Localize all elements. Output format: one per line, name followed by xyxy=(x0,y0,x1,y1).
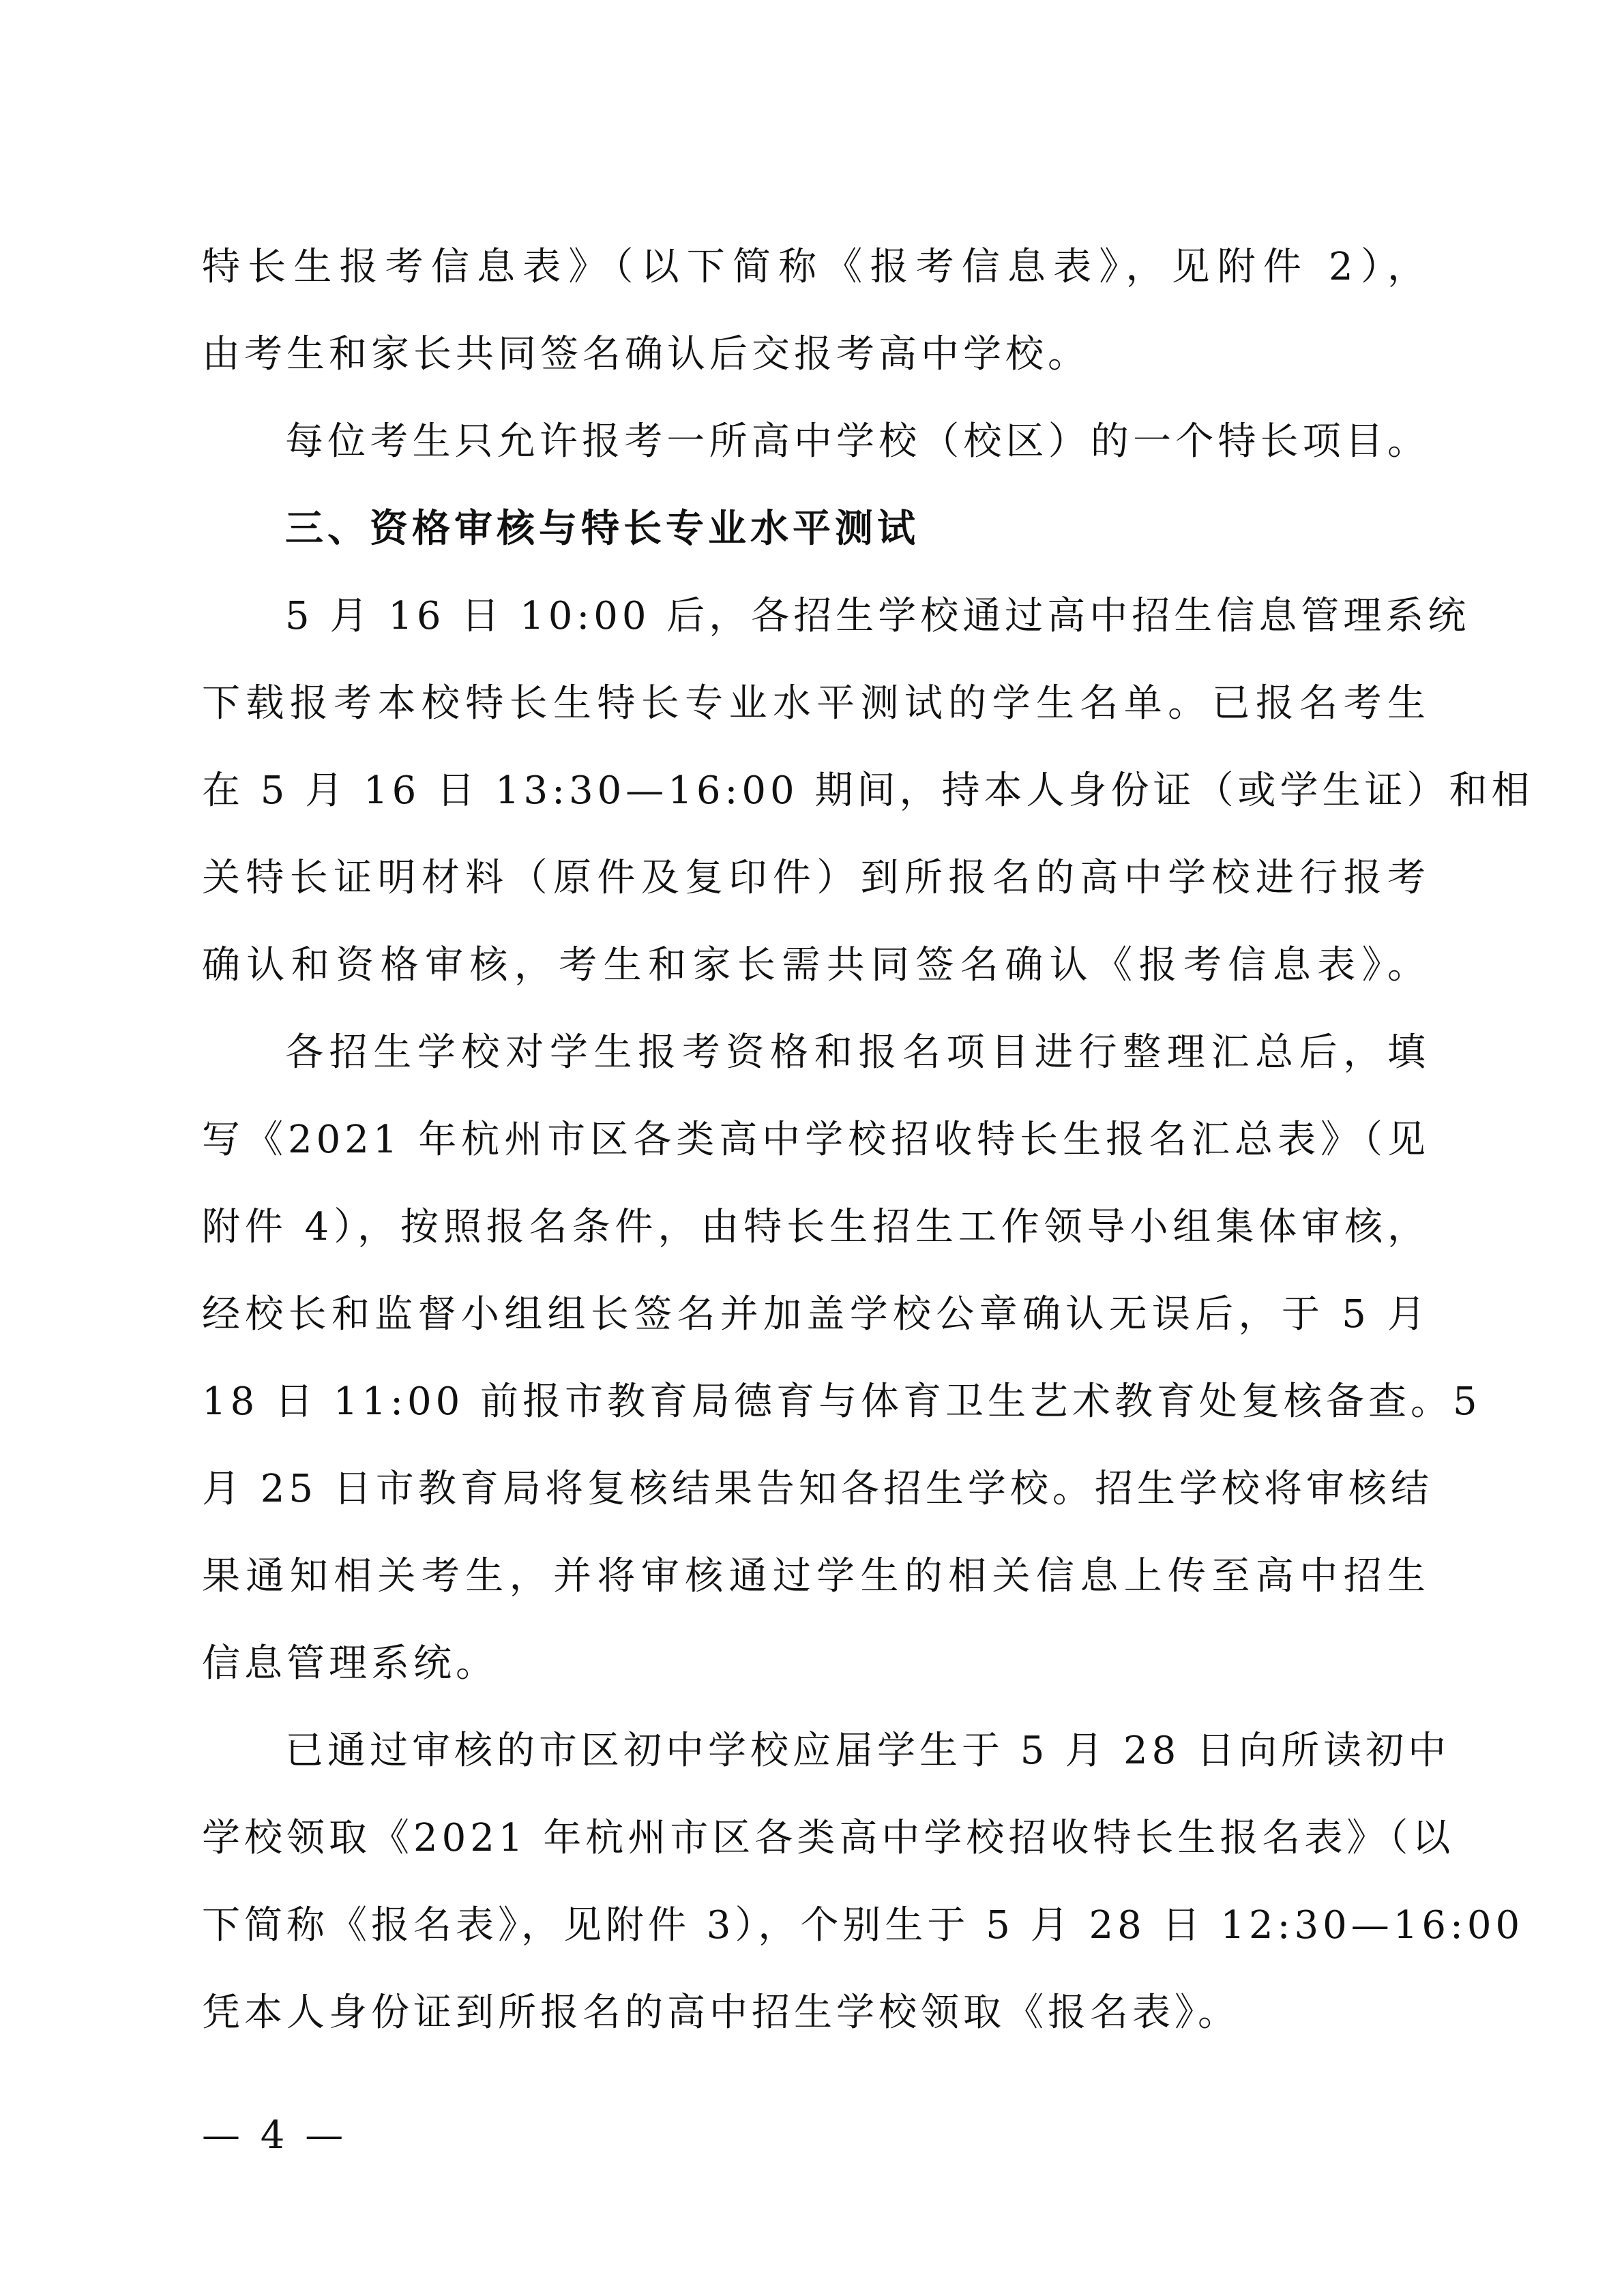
paragraph-4-line-4: 经校长和监督小组组长签名并加盖学校公章确认无误后，于 5 月 xyxy=(202,1292,1430,1337)
paragraph-3-line-5: 确认和资格审核，考生和家长需共同签名确认《报考信息表》。 xyxy=(202,943,1430,987)
paragraph-1-line-1: 特长生报考信息表》（以下简称《报考信息表》，见附件 2）， xyxy=(202,245,1430,289)
paragraph-5-line-2: 学校领取《2021 年杭州市区各类高中学校招收特长生报名表》（以 xyxy=(202,1816,1455,1860)
paragraph-3-line-3: 在 5 月 16 日 13:30—16:00 期间，持本人身份证（或学生证）和相 xyxy=(202,769,1534,813)
paragraph-5-line-3: 下简称《报名表》，见附件 3），个别生于 5 月 28 日 12:30—16:00 xyxy=(202,1903,1524,1948)
paragraph-3-line-1: 5 月 16 日 10:00 后，各招生学校通过高中招生信息管理系统 xyxy=(285,594,1471,638)
paragraph-5-line-4: 凭本人身份证到所报名的高中招生学校领取《报名表》。 xyxy=(202,1991,1240,2035)
paragraph-4-line-2: 写《2021 年杭州市区各类高中学校招收特长生报名汇总表》（见 xyxy=(202,1118,1430,1162)
paragraph-4-line-7: 果通知相关考生，并将审核通过学生的相关信息上传至高中招生 xyxy=(202,1554,1430,1598)
paragraph-4-line-5: 18 日 11:00 前报市教育局德育与体育卫生艺术教育处复核备查。5 xyxy=(202,1380,1481,1424)
paragraph-4-line-8: 信息管理系统。 xyxy=(202,1641,498,1686)
page-number: — 4 — xyxy=(202,2113,348,2158)
paragraph-3-line-2: 下载报考本校特长生特长专业水平测试的学生名单。已报名考生 xyxy=(202,681,1430,726)
paragraph-4-line-3: 附件 4），按照报名条件，由特长生招生工作领导小组集体审核， xyxy=(202,1205,1430,1249)
paragraph-2-line-1: 每位考生只允许报考一所高中学校（校区）的一个特长项目。 xyxy=(285,419,1430,464)
paragraph-1-line-2: 由考生和家长共同签名确认后交报考高中学校。 xyxy=(202,332,1090,376)
paragraph-4-line-1: 各招生学校对学生报考资格和报名项目进行整理汇总后，填 xyxy=(285,1030,1430,1075)
section-heading: 三、资格审核与特长专业水平测试 xyxy=(285,507,919,551)
paragraph-5-line-1: 已通过审核的市区初中学校应届学生于 5 月 28 日向所读初中 xyxy=(285,1729,1451,1773)
paragraph-4-line-6: 月 25 日市教育局将复核结果告知各招生学校。招生学校将审核结 xyxy=(202,1467,1433,1511)
paragraph-3-line-4: 关特长证明材料（原件及复印件）到所报名的高中学校进行报考 xyxy=(202,856,1430,900)
